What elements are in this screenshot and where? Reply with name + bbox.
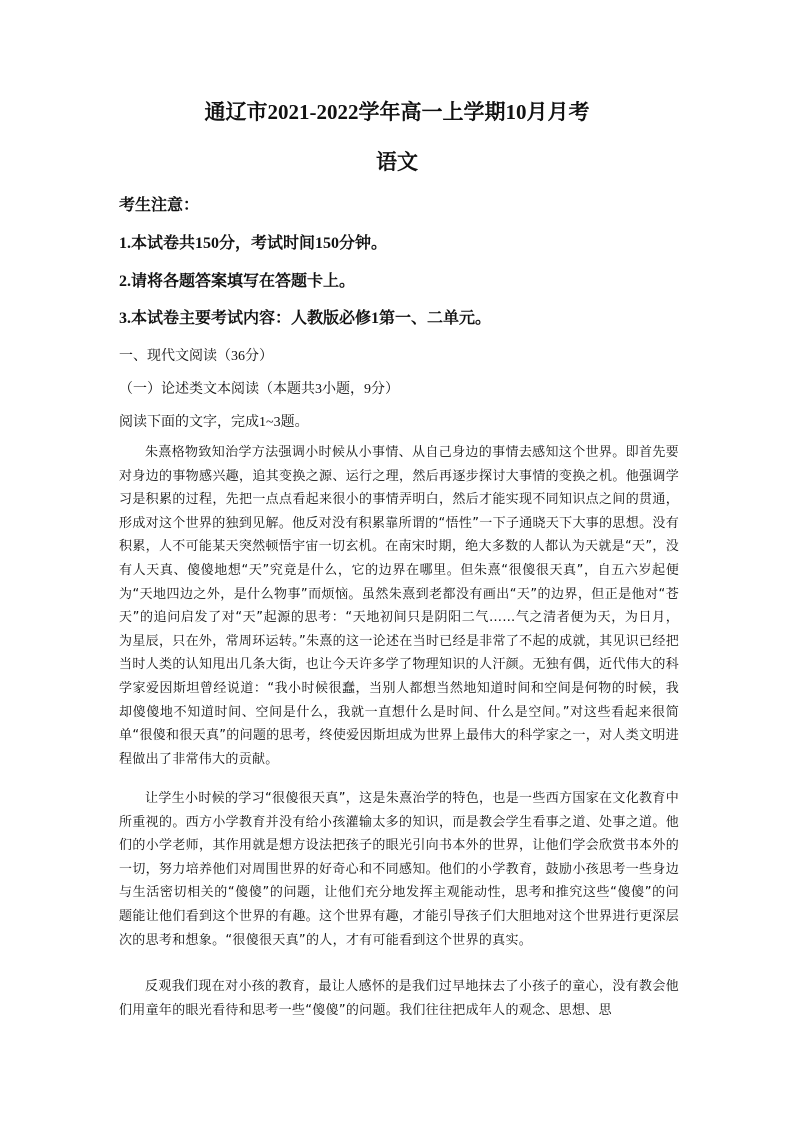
notice-item-1: 1.本试卷共150分，考试时间150分钟。 bbox=[119, 235, 388, 252]
passage-paragraph-3 bbox=[119, 975, 679, 1022]
subject-title: 语文 bbox=[376, 150, 418, 174]
section-subheading: （一）论述类文本阅读（本题共3小题，9分） bbox=[119, 382, 399, 397]
paragraph-text: 朱熹格物致知治学方法强调小时候从小事情、从自己身边的事情去感知这个世界。即首先要对身边的事物感兴趣，追其变换之源、运行之理，然后再逐步探讨大事情的变换之机。他强调学习是积累的过程，先把一点点看起来很小的事情弄明白，然后才能实现不同知识点之间的贯通，形成对这个世界的独到见解。他反对没有积累靠所谓的“悟性”一下子通晓天下大事的思想。没有积累，人不可能某天突然顿悟宇宙一切玄机。在南宋时期，绝大多数的人都认为天就是“天”，没有人天真、傻傻地想“天”究竟是什么，它的边界在哪里。但朱熹“很傻很天真”，自五六岁起便为“天地四边之外，是什么物事”而烦恼。虽然朱熹到老都没有画出“天”的边界，但正是他对“苍天”的追问启发了对“天”起源的思考：“天地初间只是阴阳二气……气之清者便为天，为日月，为星辰，只在外，常周环运转。”朱熹的这一论述在当时已经是非常了不起的成就，其见识已经把当时人类的认知甩出几条大街，也让今天许多学了物理知识的人汗颜。无独有偶，近代伟大的科学家爱因斯坦曾经说道：“我小时候很蠢，当别人都想当然地知道时间和空间是何物的时候，我却傻傻地不知道时间、空间是什么，我就一直想什么是时间、什么是空间。”对这些看起来很简单“很傻和很天真”的问题的思考，终使爱因斯坦成为世界上最伟大的科学家之一，对人类文明进程做出了非常伟大的贡献。 bbox=[119, 445, 679, 767]
paragraph-text: 反观我们现在对小孩的教育，最让人感怀的是我们过早地抹去了小孩子的童心，没有教会他们用童年的眼光看待和思考一些“傻傻”的问题。我们往往把成年人的观念、思想、思 bbox=[119, 979, 679, 1018]
notice-item-3: 3.本试卷主要考试内容：人教版必修1第一、二单元。 bbox=[119, 310, 492, 327]
notice-heading: 考生注意： bbox=[119, 197, 200, 214]
exam-title: 通辽市2021-2022学年高一上学期10月月考 bbox=[204, 100, 590, 124]
passage-paragraph-1 bbox=[119, 441, 679, 771]
passage-paragraph-2 bbox=[119, 787, 679, 952]
reading-instruction: 阅读下面的文字，完成1~3题。 bbox=[119, 415, 309, 430]
section-heading: 一、现代文阅读（36分） bbox=[119, 349, 273, 364]
notice-item-2: 2.请将各题答案填写在答题卡上。 bbox=[119, 273, 356, 290]
paragraph-text: 让学生小时候的学习“很傻很天真”，这是朱熹治学的特色，也是一些西方国家在文化教育中所重视的。西方小学教育并没有给小孩灌输太多的知识，而是教会学生看事之道、处事之道。他们的小学老师，其作用就是想方设法把孩子的眼光引向书本外的世界，让他们学会欣赏书本外的一切，努力培养他们对周围世界的好奇心和不同感知。他们的小学教育，鼓励小孩思考一些身边与生活密切相关的“傻傻”的问题，让他们充分地发挥主观能动性，思考和推究这些“傻傻”的问题能让他们看到这个世界的有趣。这个世界有趣，才能引导孩子们大胆地对这个世界进行更深层次的思考和想象。“很傻很天真”的人，才有可能看到这个世界的真实。 bbox=[119, 791, 679, 948]
